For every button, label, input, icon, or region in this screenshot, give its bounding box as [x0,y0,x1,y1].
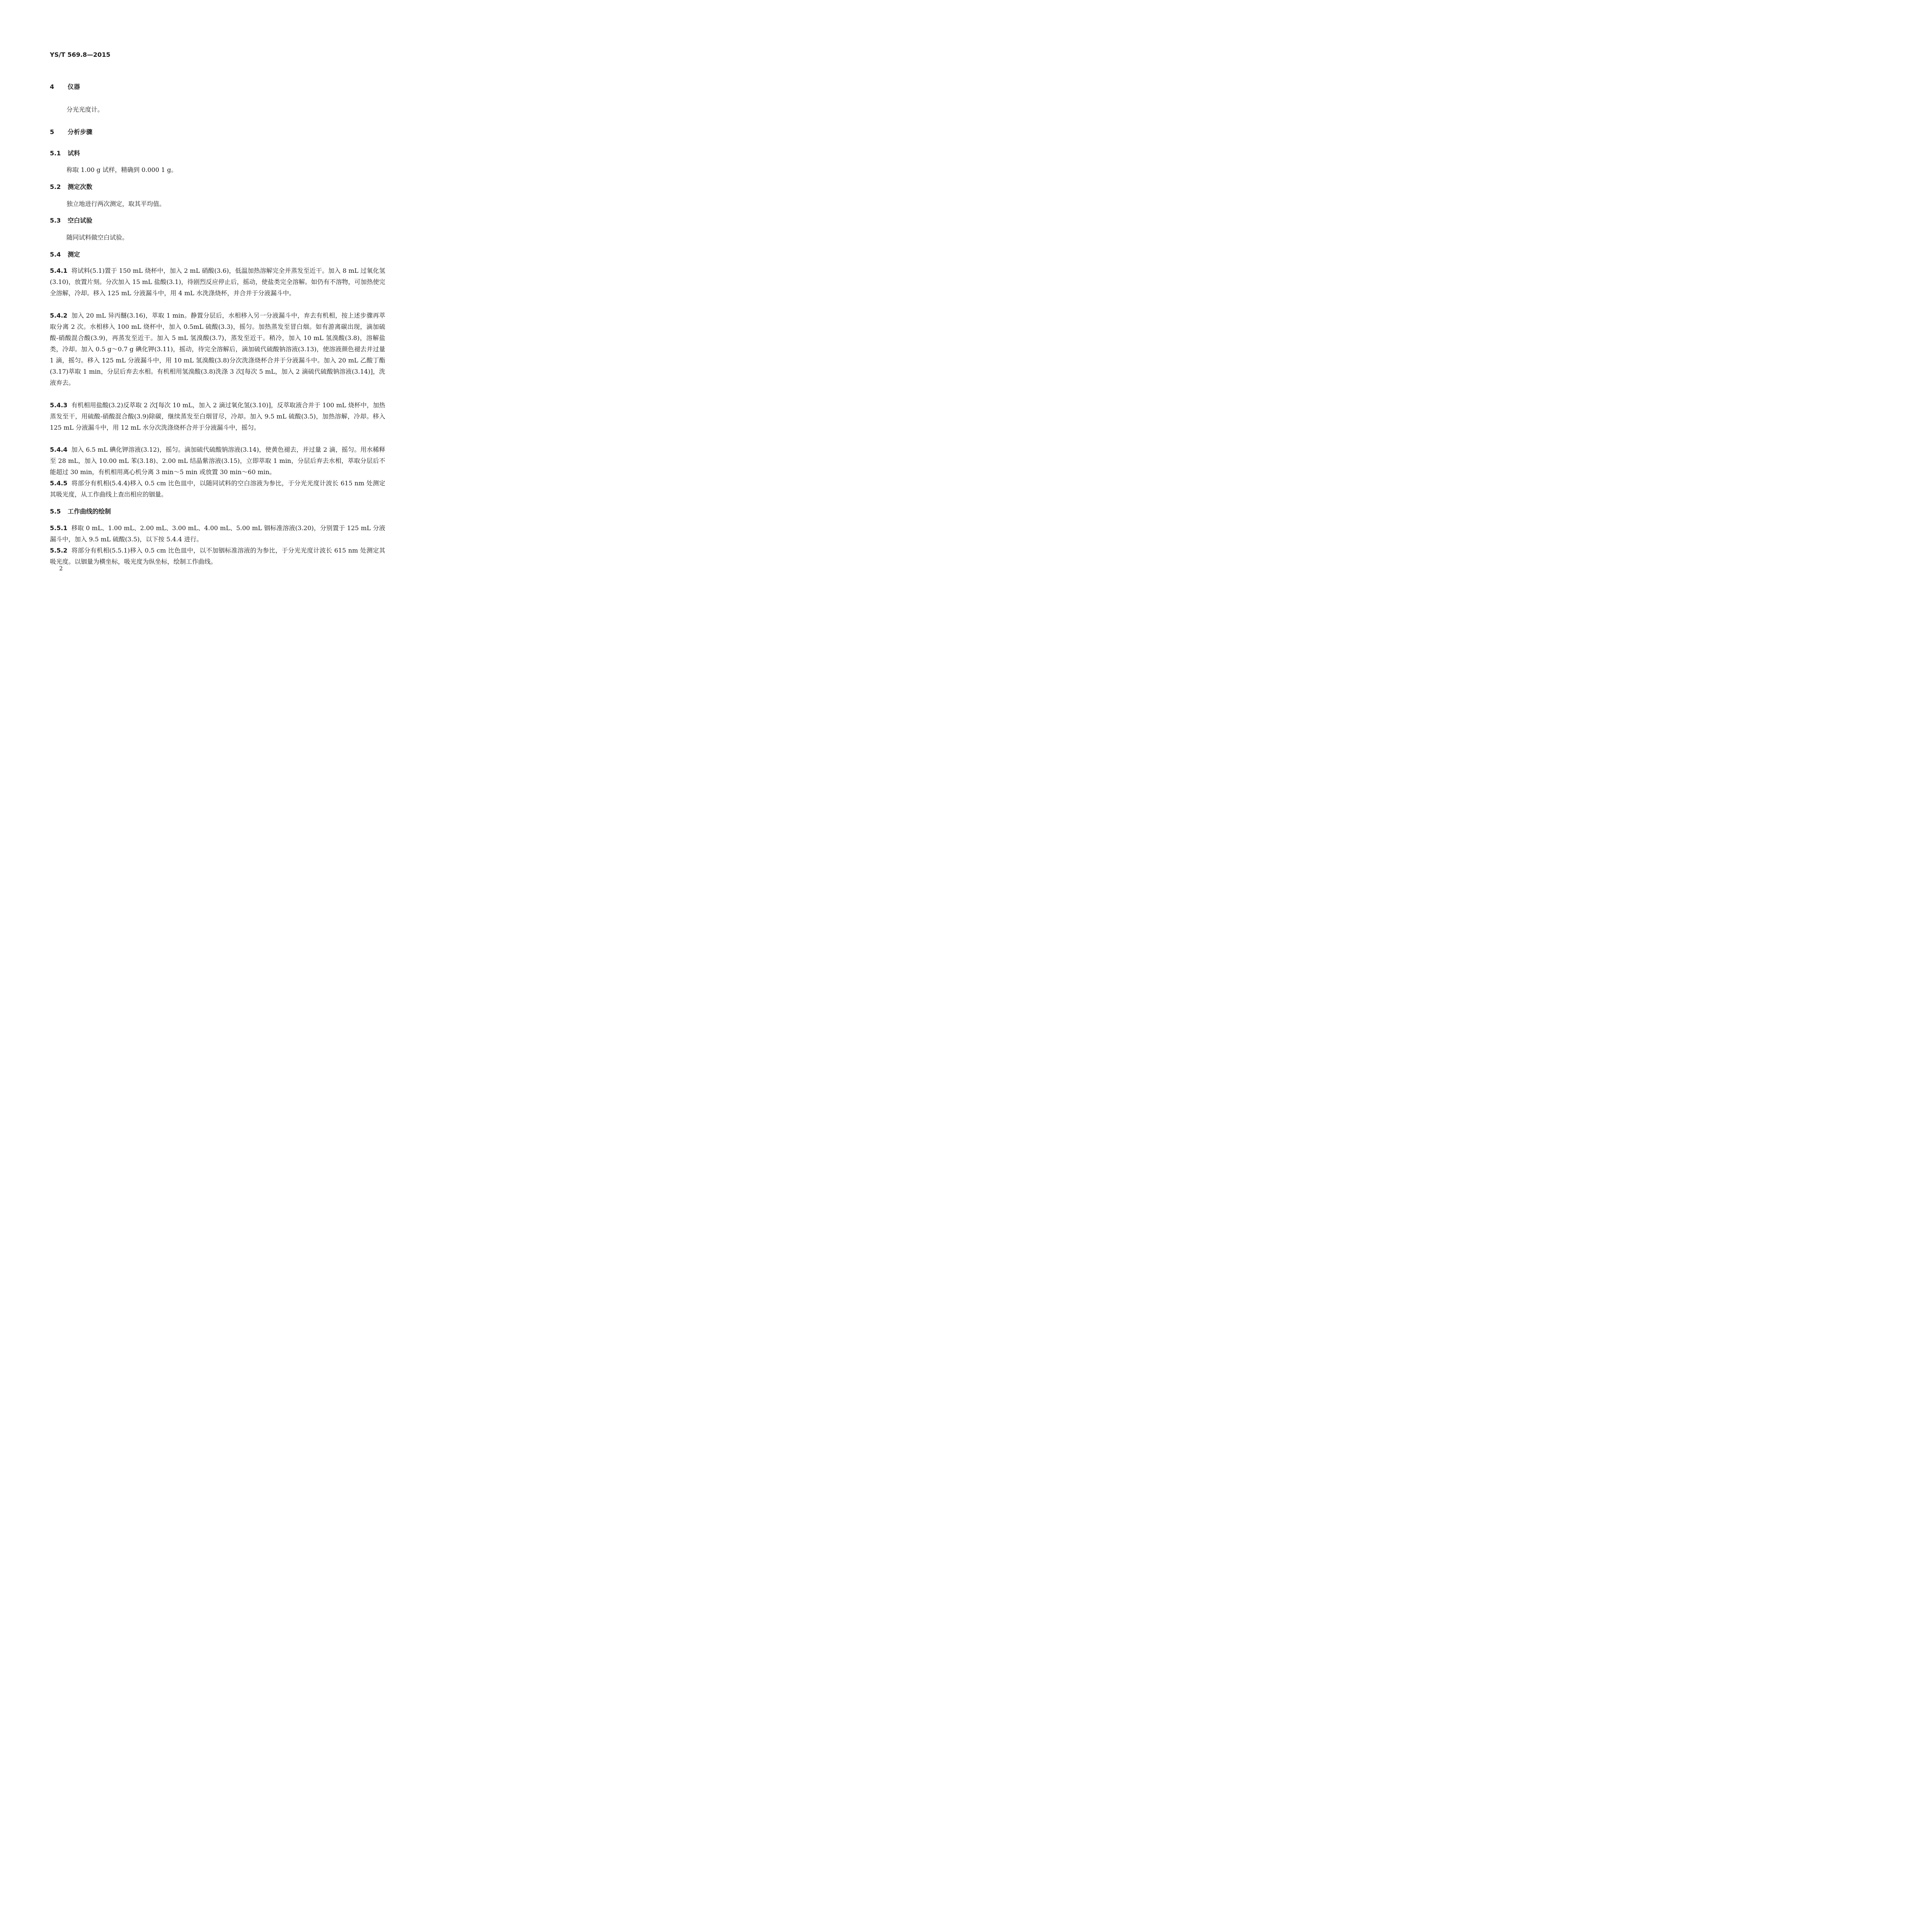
paragraph-5-5-2 [50,545,385,567]
section-5-2-body: 独立地进行两次测定，取其平均值。 [66,200,166,207]
paragraph-text: 有机相用盐酸(3.2)反萃取 2 次[每次 10 mL，加入 2 滴过氧化氢(3.10)]，反萃取液合并于 100 mL 烧杯中，加热蒸发至干，用硫酸-硝酸混合酸(3.9)除碳，继续蒸发至白烟冒尽，冷却。加入 9.5 mL 硫酸(3.5)，加热溶解，冷却。移入 125 mL 分液漏斗中，用 12 mL 水分次洗涤烧杯合并于分液漏斗中，摇匀。 [50,401,385,431]
paragraph-number: 5.4.1 [50,267,68,274]
section-5-1-body: 称取 1.00 g 试样，精确到 0.000 1 g。 [66,166,177,173]
paragraph-5-4-3 [50,400,385,433]
document-page [0,0,434,613]
section-5-5-heading [50,507,111,516]
paragraph-number: 5.4.5 [50,480,68,487]
section-title: 分析步骤 [68,128,93,136]
section-4-heading [50,82,80,92]
section-title: 试料 [68,150,80,157]
paragraph-number: 5.5.2 [50,547,68,554]
paragraph-text: 加入 20 mL 异丙醚(3.16)，萃取 1 min。静置分层后，水相移入另一分液漏斗中，弃去有机相，按上述步骤再萃取分离 2 次。水相移入 100 mL 烧杯中，加入 0.5mL 硫酸(3.3)，摇匀。加热蒸发至冒白烟。如有游离碳出现，滴加硫酸-硝酸混合酸(3.9)，再蒸发至近干。加入 5 mL 氢溴酸(3.7)，蒸发至近干。稍冷，加入 10 mL 氢溴酸(3.8)，溶解盐类，冷却。加入 0.5 g～0.7 g 碘化钾(3.11)，摇动，待完全溶解后，滴加硫代硫酸钠溶液(3.13)，使溶液颜色褪去并过量 1 滴，摇匀。移入 125 mL 分液漏斗中，用 10 mL 氢溴酸(3.8)分次洗涤烧杯合并于分液漏斗中。加入 20 mL 乙酸丁酯(3.17)萃取 1 min，分层后弃去水相。有机相用氢溴酸(3.8)洗涤 3 次[每次 5 mL，加入 2 滴硫代硫酸钠溶液(3.14)]，洗液弃去。 [50,312,385,386]
section-title: 工作曲线的绘制 [68,508,111,515]
paragraph-number: 5.4.2 [50,312,68,319]
paragraph-text: 加入 6.5 mL 碘化钾溶液(3.12)，摇匀。滴加硫代硫酸钠溶液(3.14)，使黄色褪去，并过量 2 滴，摇匀。用水稀释至 28 mL，加入 10.00 mL 苯(3.18)、2.00 mL 结晶紫溶液(3.15)，立即萃取 1 min，分层后弃去水相，萃取分层后不能超过 30 min，有机相用离心机分离 3 min～5 min 或放置 30 min～60 min。 [50,446,385,476]
standard-number: YS/T 569.8—2015 [50,51,111,58]
section-5-4-heading [50,250,80,259]
section-number: 5 [50,128,54,136]
section-number: 5.2 [50,183,61,190]
page-number: 2 [59,565,63,572]
paragraph-text: 将部分有机相(5.5.1)移入 0.5 cm 比色皿中，以不加铟标准溶液的为参比，于分光光度计波长 615 nm 处测定其吸光度。以铟量为横坐标，吸光度为纵坐标，绘制工作曲线。 [50,547,385,565]
section-title: 仪器 [68,83,80,90]
section-5-3-heading [50,216,92,225]
section-5-3-body: 随同试料做空白试验。 [66,234,129,241]
paragraph-5-4-2 [50,310,385,388]
paragraph-text: 将试料(5.1)置于 150 mL 烧杯中，加入 2 mL 硝酸(3.6)，低温加热溶解完全并蒸发至近干。加入 8 mL 过氧化氢(3.10)，放置片刻。分次加入 15 mL 盐酸(3.1)，待剧烈反应停止后，摇动，使盐类完全溶解。如仍有不溶物，可加热使完全溶解，冷却。移入 125 mL 分液漏斗中，用 4 mL 水洗涤烧杯，并合并于分液漏斗中。 [50,267,385,297]
paragraph-number: 5.4.4 [50,446,68,453]
paragraph-5-5-1 [50,522,385,545]
section-5-heading [50,128,92,137]
section-5-1-heading [50,149,80,158]
section-number: 5.5 [50,508,61,515]
paragraph-text: 移取 0 mL、1.00 mL、2.00 mL、3.00 mL、4.00 mL、5.00 mL 铟标准溶液(3.20)，分别置于 125 mL 分液漏斗中，加入 9.5 mL 硫酸(3.5)，以下按 5.4.4 进行。 [50,524,385,543]
section-title: 空白试验 [68,217,93,224]
section-title: 测定 [68,251,80,258]
paragraph-text: 将部分有机相(5.4.4)移入 0.5 cm 比色皿中，以随同试料的空白溶液为参比，于分光光度计波长 615 nm 处测定其吸光度，从工作曲线上查出相应的铟量。 [50,480,385,498]
section-number: 4 [50,83,54,90]
paragraph-number: 5.4.3 [50,401,68,409]
section-5-2-heading [50,182,92,192]
paragraph-number: 5.5.1 [50,524,68,532]
section-number: 5.4 [50,251,61,258]
section-number: 5.1 [50,150,61,157]
section-number: 5.3 [50,217,61,224]
paragraph-5-4-1 [50,265,385,299]
paragraph-5-4-4 [50,444,385,478]
section-4-body: 分光光度计。 [66,106,104,113]
section-title: 测定次数 [68,183,93,190]
paragraph-5-4-5 [50,478,385,500]
